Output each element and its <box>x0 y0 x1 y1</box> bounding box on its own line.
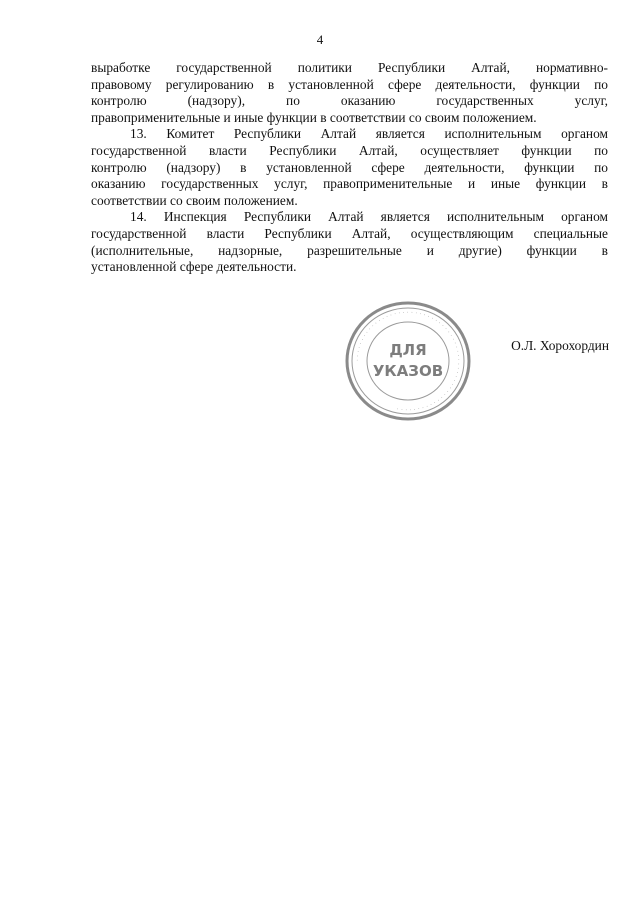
text-line: контролю (надзору), по оказанию государственных услуг, <box>91 93 608 109</box>
stamp-line-2: УКАЗОВ <box>372 362 444 380</box>
stamp-line-1: ДЛЯ <box>389 341 427 359</box>
svg-text:· · · · · · · · · · · · · · ·: · · · · · · · · · · · · · · · · · · · · · · · · · · · · · · · · · · · · · · · · · · · · · · · · · · · · · · · · · · <box>354 309 462 413</box>
text-line: оказанию государственных услуг, правоприменительные и иные функции в <box>91 176 608 192</box>
page-number: 4 <box>316 32 324 47</box>
text-line: правоприменительные и иные функции в соответствии со своим положением. <box>91 109 537 125</box>
text-line: выработке государственной политики Республики Алтай, нормативно- <box>91 60 608 75</box>
text-line: (исполнительные, надзорные, разрешительные и другие) функции в <box>91 242 608 258</box>
text-line: государственной власти Республики Алтай, осуществляет функции по <box>91 142 608 158</box>
paragraph-14-first-line: 14. Инспекция Республики Алтай является исполнительным органом <box>130 209 608 225</box>
document-body <box>91 60 608 276</box>
text-line: контролю (надзору) в установленной сфере деятельности, функции по <box>91 159 608 175</box>
paragraph-13-first-line: 13. Комитет Республики Алтай является исполнительным органом <box>130 126 608 142</box>
text-line: государственной власти Республики Алтай, осуществляющим специальные <box>91 225 608 241</box>
text-line: соответствии со своим положением. <box>91 192 298 208</box>
text-line: правовому регулированию в установленной сфере деятельности, функции по <box>91 76 608 92</box>
official-stamp <box>342 298 474 424</box>
text-line: установленной сфере деятельности. <box>91 259 297 275</box>
signatory-name: О.Л. Хорохордин <box>511 338 609 353</box>
